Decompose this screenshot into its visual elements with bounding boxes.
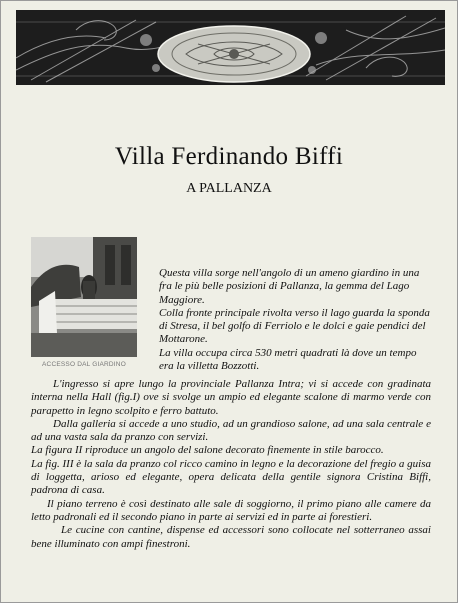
garden-entrance-photo <box>31 237 137 357</box>
body-paragraph: La fig. III è la sala da pranzo col ricco camino in legno e la decorazione del fregio a guisa di loggetta, arioso ed elegante, opera delicata della gentile signora Cristina Biffi, padrona di casa. <box>31 457 431 497</box>
intro-paragraph: Colla fronte principale rivolta verso il lago guarda la sponda di Stresa, il bel golfo di Ferriolo e le dolci e gaie pendici del Mottarone. <box>159 306 430 346</box>
page-subtitle: A PALLANZA <box>186 181 272 196</box>
body-paragraph: Dalla galleria si accede a uno studio, ad un grandioso salone, ad una sala centrale e ad una vasta sala da pranzo con servizi. <box>31 417 431 444</box>
intro-text <box>159 267 431 373</box>
intro-paragraph: La villa occupa circa 530 metri quadrati là dove un tempo era la villetta Bozzotti. <box>159 346 417 373</box>
page-title: Villa Ferdinando Biffi <box>114 143 344 170</box>
photo-caption: ACCESSO DAL GIARDINO <box>42 361 126 368</box>
body-text <box>31 378 431 551</box>
body-paragraph: La figura II riproduce un angolo del salone decorato finemente in stile barocco. <box>31 444 384 457</box>
body-paragraph: Le cucine con cantine, dispense ed accessori sono collocate nel sotterraneo assai bene illuminato con ampi finestroni. <box>31 524 431 550</box>
intro-paragraph: Questa villa sorge nell'angolo di un ameno giardino in una fra le più belle posizioni di Pallanza, la gemma del Lago Maggiore. <box>159 267 420 306</box>
decorative-header-engraving <box>16 10 445 85</box>
body-paragraph: Il piano terreno è così destinato alle sale di soggiorno, il primo piano alle camere da letto padronali ed il secondo piano in parte ai servizi ed in parte ai forestieri. <box>31 497 431 523</box>
body-paragraph: L'ingresso si apre lungo la provinciale Pallanza Intra; vi si accede con gradinata interna nella Hall (fig.I) ove si svolge un ampio ed elegante scalone di marmo verde con parapetto in legno scolpito e ferro battuto. <box>31 378 431 417</box>
